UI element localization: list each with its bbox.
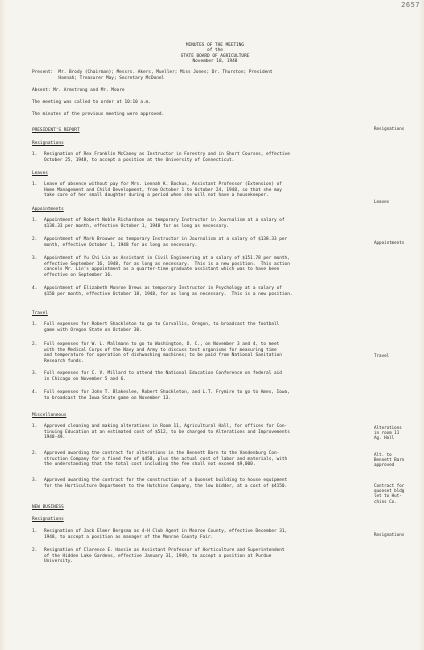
item-text: Appointment of Yu Chi Lin as Assistant in Civil Engineering at a salary of $151.78 per month, effective September 16, 1948, for as long as necessary. This is a new position. This action cancels Mr. Lin's appointment as a quarter-time graduate assistant which was to have been effective on September 16. [44,256,290,278]
item-number: 1. [32,182,38,187]
main-body [32,0,366,650]
list-item [32,424,368,441]
item-number: 1. [32,424,38,429]
minutes-approved: The minutes of the previous meeting were approved. [32,112,165,117]
list-item [32,548,368,565]
item-text: Approved awarding the contract for alterations in the Bennett Barn to the Vandenburg Con- struction Company for a fixed fee of $450, plus the actual cost of labor and materials, with the understanding that the total cost including the fee shall not exceed $9,000. [44,451,288,467]
item-text: Appointment of Robert Noble Richardson as temporary Instructor in Journalism at a salary of $138.33 per month, effective October 1, 1948 for as long as necessary. [44,218,285,229]
page-number: 2657 [401,1,420,9]
margin-note-quonset: Contract for quonset bldg let to Hut- chins Co. [374,483,405,504]
item-number: 3. [32,371,38,376]
present-line: Present: Mr. Brody (Chairman); Messrs. Akers, Mueller; Miss Jones; Dr. Thurston; President Hannah; Treasurer May; Secretary McDonel [32,70,273,81]
list-item [32,152,368,163]
list-item [32,237,368,248]
item-number: 1. [32,152,38,157]
item-number: 2. [32,342,38,347]
travel-heading: Travel [32,311,48,316]
margin-notes [374,0,424,650]
new-business-heading: NEW BUSINESS [32,505,64,510]
item-text: Leave of absence without pay for Mrs. Lennah K. Backus, Assistant Professor (Extension) of Home Management and Child Development, from October 1 to October 24, 1948, so that she may take care of her small daughter during a period when she will not have a housekeeper. [44,182,282,198]
item-number: 2. [32,451,38,456]
item-number: 1. [32,529,38,534]
list-item [32,451,368,468]
list-item [32,371,368,382]
margin-note-travel: Travel [374,353,390,358]
item-text: Resignation of Jack Elmer Bergsma as 4-H Club Agent in Monroe County, effective December 31, 1948, to accept a position as manager of the Monroe County Fair. [44,529,288,540]
list-item [32,390,368,401]
list-item [32,218,368,229]
item-number: 3. [32,478,38,483]
item-text: Full expenses for W. L. Mallmann to go to Washington, D. C., on November 3 and 4, to meet with the Medical Corps of the Navy and Army to discuss test organisms for measuring time and temperature for operation of dishwashing machines; to be paid from National Sanitation Research funds. [44,342,282,364]
item-text: Full expenses for John T. Blakeslee, Robert Shackleton, and L.T. Frymire to go to Ames, Iowa, to broadcast the Iowa State game on November 13. [44,390,290,401]
item-number: 1. [32,322,38,327]
item-number: 4. [32,286,38,291]
item-number: 2. [32,548,38,553]
list-item [32,182,368,199]
item-text: Resignation of Rex Franklin McCaney as Instructor in Forestry and in Short Courses, effective October 25, 1948, to accept a position at the University of Connecticut. [44,152,290,163]
item-text: Resignation of Clarence E. Hassie as Assistant Professor of Horticulture and Superintendent of the Hidden Lake Gardens, effective January 31, 1949, to accept a position at Purdue University. [44,548,285,564]
list-item [32,529,368,540]
margin-note-leaves: Leaves [374,199,390,204]
list-item [32,286,368,297]
margin-note-alterations: Alterations in room 11 Ag. Hall [374,425,402,441]
miscellaneous-heading: Miscellaneous [32,413,67,418]
header-line-3: STATE BOARD OF AGRICULTURE [180,53,250,59]
appointments-heading: Appointments [32,207,64,212]
presidents-report-heading: PRESIDENT'S REPORT [32,128,80,133]
leaves-heading: Leaves [32,171,48,176]
item-number: 2. [32,237,38,242]
list-item [32,322,368,333]
item-text: Full expenses for C. V. Millard to attend the National Education Conference on federal aid in Chicago on November 5 and 6. [44,371,282,382]
header-line-4: November 18, 1948 [192,59,238,65]
list-item [32,256,368,278]
list-item [32,342,368,364]
item-number: 3. [32,256,38,261]
item-number: 1. [32,218,38,223]
margin-note-appointments: Appointments [374,240,405,245]
margin-note-resignations: Resignations [374,126,405,131]
header-line-2: of the [207,48,223,54]
absent-line: Absent: Mr. Armstrong and Mr. Moore [32,88,125,93]
item-number: 4. [32,390,38,395]
header-line-1: MINUTES OF THE MEETING [185,43,245,48]
resignations-heading: Resignations [32,141,64,146]
item-text: Full expenses for Robert Shackleton to go to Corvallis, Oregon, to broadcast the football game with Oregon State on October 30. [44,322,280,333]
item-text: Approved cleaning and making alterations in Room 11, Agricultural Hall, for offices for Con- tinuing Education at an estimated cost of $512, to be charged to Alterations and Improvements 1948-49. [44,424,290,440]
item-text: Appointment of Elizabeth Monroe Drews as temporary Instructor in Psychology at a salary of $150 per month, effective October 18, 1948, for as long as necessary. This is a new position. [44,286,293,297]
item-text: Approved awarding the contract for the construction of a Quonset building to house equipment for the Horticulture Department to the Hutchins Company, the low bidder, at a cost of $4150. [44,478,288,489]
item-text: Appointment of Mark Brouwer as temporary Instructor in Journalism at a salary of $138.33 per month, effective October 1, 1948 for as long as necessary. [44,237,288,248]
called-to-order: The meeting was called to order at 10:10 a.m. [32,100,151,105]
list-item [32,478,368,489]
resignations-heading-2: Resignations [32,517,64,522]
margin-note-bennett-barn: Alt. to Bennett Barn approved [374,452,405,468]
margin-note-resignations-2: Resignations [374,532,405,537]
